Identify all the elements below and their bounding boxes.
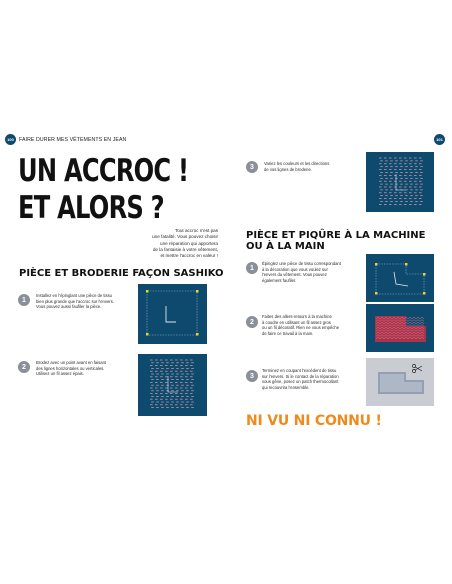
machine-step3-illustration <box>366 358 434 406</box>
sashiko-step3-illustration <box>366 152 434 212</box>
step-line: à coudre en utilisant un fil assez gros <box>262 319 331 325</box>
step-line: Variez les couleurs et les directions <box>264 161 330 166</box>
intro-line: Tout accroc n'est pas <box>174 228 218 233</box>
zigzag-stitch-svg <box>366 304 434 352</box>
intro-line: une fatalité. Vous pouvez choisir <box>152 234 218 240</box>
machine-step2-illustration <box>366 304 434 352</box>
step-text <box>262 314 362 336</box>
step-line: sur l'envers. Si le contact de la réparation <box>262 373 339 379</box>
intro-line: une réparation qui apportera <box>160 240 218 246</box>
intro-line: de la fantaisie à votre vêtement, <box>152 246 218 252</box>
step-number: 1 <box>18 294 30 306</box>
machine-heading-line2: OU À LA MAIN <box>246 241 325 253</box>
sashiko-step2-illustration <box>138 354 207 416</box>
step-text <box>262 368 362 390</box>
running-stitch-svg <box>138 354 207 416</box>
step-line: ou un fil décoratif. Rien ne vous empêche <box>262 325 340 331</box>
step-line: Épinglez une pièce de tissu correspondant <box>262 261 341 266</box>
step-line: Faites des allers-retours à la machine <box>262 314 332 319</box>
page-number-left: 100 <box>5 134 16 145</box>
intro-text <box>100 228 218 259</box>
page-title-line2: ET ALORS ? <box>18 190 164 226</box>
step-text <box>36 293 136 310</box>
step-line: de faire ce travail à la main. <box>262 330 314 336</box>
step-number: 2 <box>18 361 30 373</box>
machine-heading <box>246 230 425 252</box>
step-line: Brodez avec un point avant en faisant <box>36 360 107 365</box>
colored-stitch-svg <box>366 152 434 212</box>
step-line: Utilisez un fil assez épais. <box>36 371 84 377</box>
step-line: de vos lignes de broderie. <box>264 166 312 172</box>
step-text <box>36 360 136 377</box>
step-text <box>264 161 364 172</box>
step-line: à la décoration que vous voulez sur <box>262 266 328 272</box>
step-line: Vous pouvez aussi faufiler la pièce. <box>36 304 102 310</box>
step-line: l'envers du vêtement. Vous pouvez <box>262 272 327 278</box>
sashiko-heading: PIÈCE ET BRODERIE FAÇON SASHIKO <box>19 268 224 279</box>
step-line: qui recouvrira l'ensemble. <box>262 384 310 390</box>
step-line: bien plus grande que l'accroc sur l'envers. <box>36 298 114 304</box>
step-number: 3 <box>246 161 258 173</box>
step-number: 3 <box>246 370 258 382</box>
intro-line: et mettre l'accroc en valeur ! <box>160 253 218 259</box>
machine-step1-illustration <box>366 254 434 302</box>
step-number: 1 <box>246 262 258 274</box>
pinned-patch-svg <box>366 254 434 302</box>
step-line: Terminez en coupant l'excédent de tissu <box>262 368 337 373</box>
machine-heading-line1: PIÈCE ET PIQÛRE À LA MACHINE <box>246 230 426 241</box>
step-line: également faufiler. <box>262 277 297 283</box>
step-text <box>262 261 362 283</box>
patch-pinned-svg <box>138 284 207 344</box>
section-title: FAIRE DURER MES VÊTEMENTS EN JEAN <box>19 137 127 143</box>
trimmed-patch-svg <box>366 358 434 406</box>
step-line: Installez en l'épinglant une pièce de tissu <box>36 293 112 298</box>
closing-slogan: NI VU NI CONNU ! <box>246 413 382 429</box>
step-number: 2 <box>246 316 258 328</box>
page-number-right: 101 <box>434 134 445 145</box>
step-line: des lignes horizontales ou verticales. <box>36 365 105 371</box>
sashiko-step1-illustration <box>138 284 207 344</box>
scissors-icon <box>412 364 422 372</box>
step-line: vous gêne, posez un patch thermocollant <box>262 379 339 385</box>
page-title-line1: UN ACCROC ! <box>18 153 189 189</box>
